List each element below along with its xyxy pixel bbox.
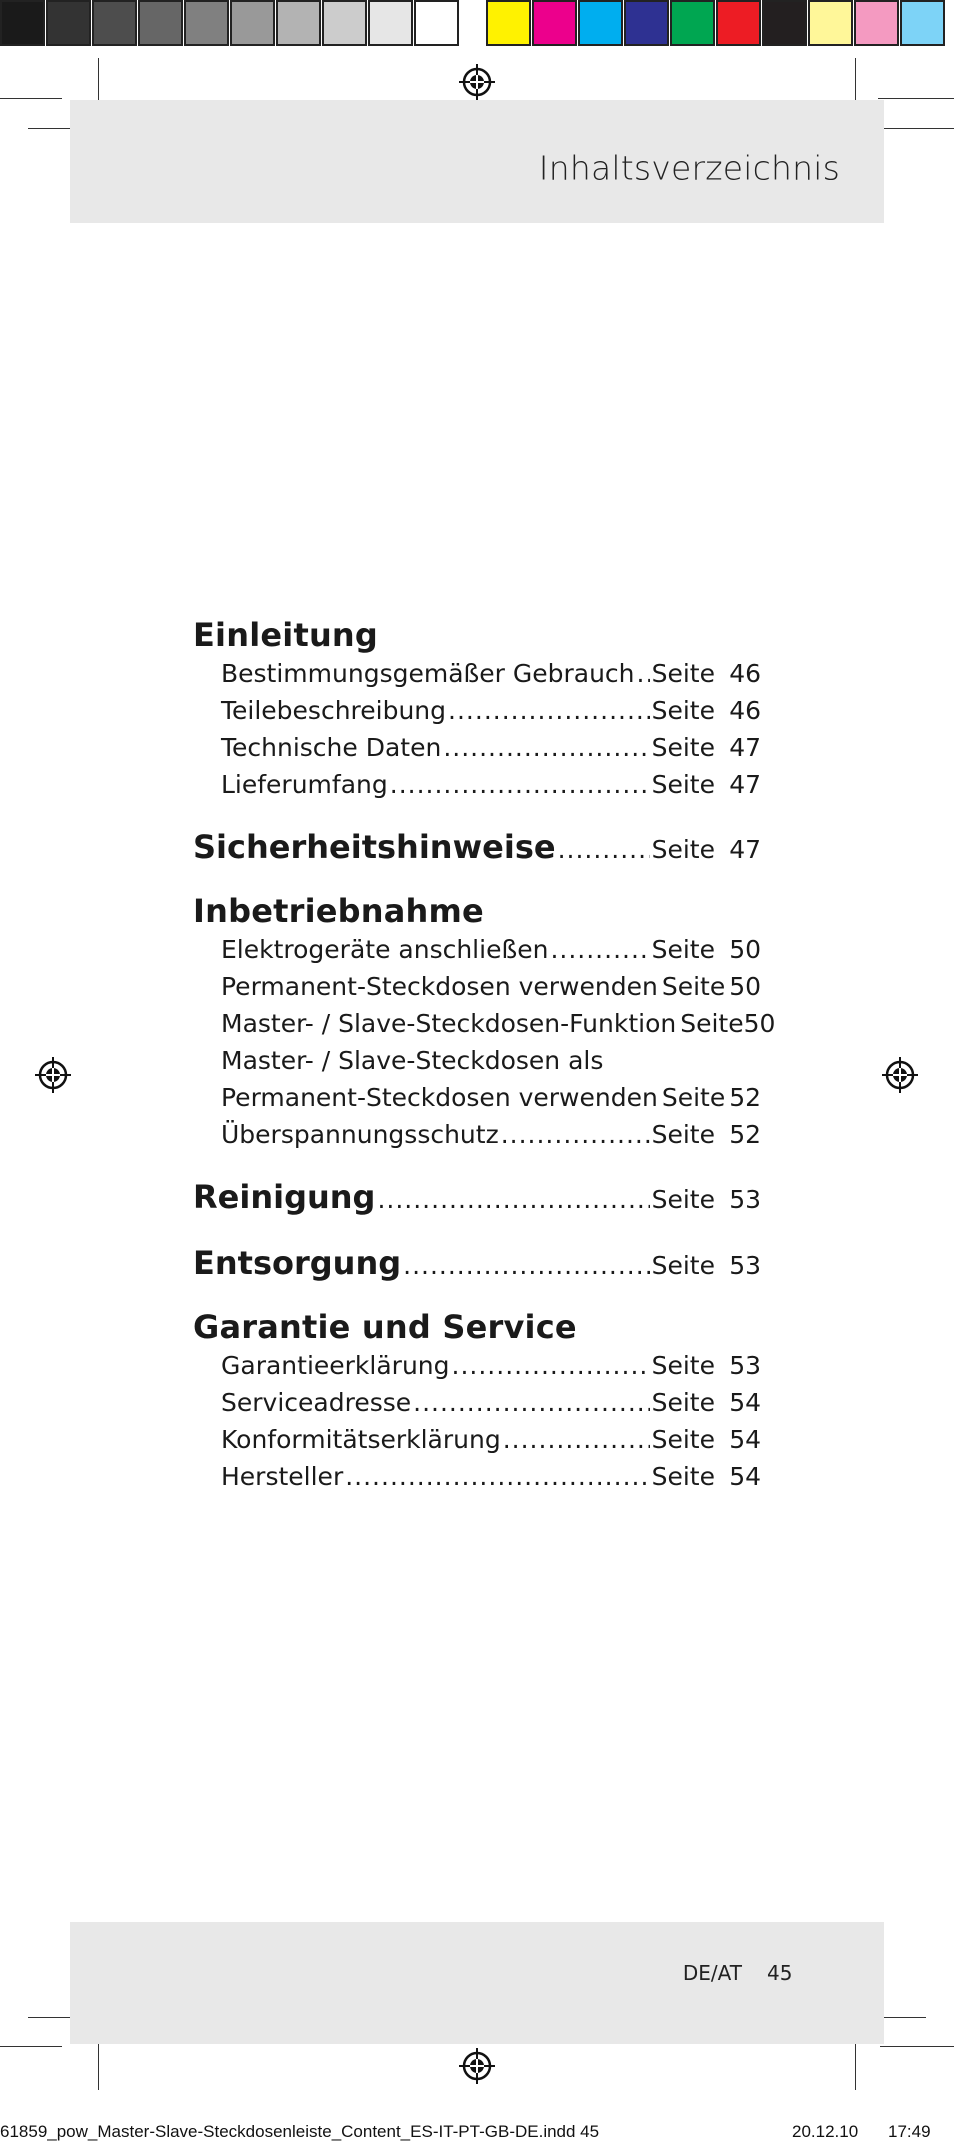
leader-dots xyxy=(501,1116,650,1153)
toc-heading: Entsorgung xyxy=(193,1244,402,1282)
gray-swatch xyxy=(276,0,321,46)
leader-dots xyxy=(637,655,650,692)
registration-mark-icon xyxy=(880,1055,920,1095)
toc-entry-label: Elektrogeräte anschließen xyxy=(221,935,549,964)
toc-section xyxy=(193,1307,761,1495)
toc-heading: Inbetriebnahme xyxy=(193,892,484,930)
color-swatch xyxy=(854,0,899,46)
crop-mark xyxy=(28,2017,76,2018)
toc-section xyxy=(193,891,776,1153)
toc-page-number: 46 xyxy=(729,659,761,688)
toc-entry-label: Bestimmungsgemäßer Gebrauch xyxy=(221,659,635,688)
gray-swatch xyxy=(230,0,275,46)
toc-seite-label: Seite xyxy=(651,935,715,964)
toc-seite-label: Seite xyxy=(661,972,726,1001)
toc-page-number: 54 xyxy=(729,1462,761,1491)
toc-seite-label: Seite xyxy=(651,1425,715,1454)
toc-heading-row xyxy=(193,1175,761,1219)
table-of-contents xyxy=(193,615,776,1517)
leader-dots xyxy=(452,1347,650,1384)
color-swatch xyxy=(900,0,945,46)
registration-mark-icon xyxy=(457,2046,497,2086)
grayscale-color-bar xyxy=(0,0,460,50)
toc-entry-label: Permanent-Steckdosen verwenden xyxy=(221,1083,658,1112)
gray-swatch xyxy=(138,0,183,46)
gray-swatch xyxy=(368,0,413,46)
leader-dots xyxy=(413,1384,649,1421)
leader-dots xyxy=(403,1244,649,1288)
toc-seite-label: Seite xyxy=(651,835,715,864)
leader-dots xyxy=(390,766,650,803)
toc-page-number: 46 xyxy=(729,696,761,725)
toc-entry-label: Teilebeschreibung xyxy=(221,696,447,725)
slug-date: 20.12.10 xyxy=(792,2122,859,2141)
crop-mark xyxy=(98,58,99,106)
crop-mark xyxy=(0,98,62,99)
toc-entry-label: Garantieerklärung xyxy=(221,1351,450,1380)
gray-swatch xyxy=(92,0,137,46)
toc-seite-label: Seite xyxy=(651,696,715,725)
crop-mark xyxy=(0,2046,62,2047)
gray-swatch xyxy=(322,0,367,46)
toc-seite-label: Seite xyxy=(651,1351,715,1380)
toc-seite-label: Seite xyxy=(651,1185,715,1214)
leader-dots xyxy=(550,931,649,968)
toc-heading-row xyxy=(193,1241,761,1285)
toc-heading: Reinigung xyxy=(193,1178,376,1216)
slug-filename: 61859_pow_Master-Slave-Steckdosenleiste_Content_ES-IT-PT-GB-DE.indd 45 xyxy=(0,2122,600,2141)
crop-mark xyxy=(28,128,70,129)
crop-mark xyxy=(855,2040,856,2090)
page-title: Inhaltsverzeichnis xyxy=(538,148,840,188)
toc-heading: Sicherheitshinweise xyxy=(193,828,556,866)
color-swatch xyxy=(578,0,623,46)
toc-seite-label: Seite xyxy=(661,1083,726,1112)
toc-entry xyxy=(193,968,761,1005)
leader-dots xyxy=(345,1458,649,1495)
toc-entry xyxy=(193,655,761,692)
toc-page-number: 50 xyxy=(743,1009,776,1038)
gray-swatch xyxy=(0,0,45,46)
gray-swatch xyxy=(184,0,229,46)
toc-heading: Garantie und Service xyxy=(193,1308,577,1346)
toc-page-number: 53 xyxy=(729,1351,761,1380)
gray-swatch xyxy=(414,0,459,46)
toc-entry xyxy=(193,766,761,803)
toc-entry-label: Serviceadresse xyxy=(221,1388,412,1417)
toc-seite-label: Seite xyxy=(651,1120,715,1149)
toc-page-number: 53 xyxy=(729,1251,761,1280)
toc-entry xyxy=(193,1347,761,1384)
crop-mark xyxy=(98,2040,99,2090)
footer-band xyxy=(70,1922,884,2044)
leader-dots xyxy=(443,729,649,766)
toc-page-number: 47 xyxy=(729,770,761,799)
toc-page-number: 47 xyxy=(729,835,761,864)
toc-entry xyxy=(193,1042,761,1079)
leader-dots xyxy=(558,828,650,872)
leader-dots xyxy=(448,692,650,729)
color-swatch xyxy=(670,0,715,46)
crop-mark xyxy=(880,128,954,129)
toc-page-number: 53 xyxy=(729,1185,761,1214)
toc-page-number: 52 xyxy=(729,1120,761,1149)
toc-entry-label: Überspannungsschutz xyxy=(221,1120,499,1149)
color-swatch xyxy=(808,0,853,46)
toc-page-number: 52 xyxy=(729,1083,761,1112)
toc-seite-label: Seite xyxy=(651,1388,715,1417)
toc-heading-row xyxy=(193,825,761,869)
gray-swatch xyxy=(46,0,91,46)
toc-entry xyxy=(193,1079,761,1116)
toc-entry-label: Master- / Slave-Steckdosen als xyxy=(221,1046,604,1075)
toc-entry xyxy=(193,1005,776,1042)
toc-entry xyxy=(193,692,761,729)
toc-entry-label: Hersteller xyxy=(221,1462,344,1491)
toc-entry xyxy=(193,1421,761,1458)
toc-seite-label: Seite xyxy=(651,1251,715,1280)
toc-entry-label: Lieferumfang xyxy=(221,770,388,799)
toc-heading: Einleitung xyxy=(193,616,379,654)
leader-dots xyxy=(503,1421,650,1458)
process-color-bar xyxy=(486,0,946,50)
color-swatch xyxy=(762,0,807,46)
toc-seite-label: Seite xyxy=(651,1462,715,1491)
color-swatch xyxy=(716,0,761,46)
toc-entry xyxy=(193,729,761,766)
toc-entry-label: Master- / Slave-Steckdosen-Funktion xyxy=(221,1009,677,1038)
crop-mark xyxy=(878,98,954,99)
toc-entry xyxy=(193,931,761,968)
toc-section xyxy=(193,615,761,803)
toc-entry-label: Permanent-Steckdosen verwenden xyxy=(221,972,658,1001)
toc-page-number: 47 xyxy=(729,733,761,762)
toc-entry-label: Technische Daten xyxy=(221,733,442,762)
toc-entry xyxy=(193,1116,761,1153)
toc-section xyxy=(193,1175,761,1219)
leader-dots xyxy=(377,1178,649,1222)
crop-mark xyxy=(880,2046,954,2047)
toc-seite-label: Seite xyxy=(651,659,715,688)
toc-entry xyxy=(193,1458,761,1495)
crop-mark xyxy=(878,2017,926,2018)
toc-page-number: 50 xyxy=(729,935,761,964)
toc-seite-label: Seite xyxy=(651,733,715,762)
footer-page-number: 45 xyxy=(767,1961,793,1985)
toc-entry-label: Konformitätserklärung xyxy=(221,1425,501,1454)
crop-mark xyxy=(855,58,856,106)
header-band xyxy=(70,100,884,223)
print-slug xyxy=(0,2117,954,2147)
registration-mark-icon xyxy=(457,62,497,102)
color-swatch xyxy=(486,0,531,46)
toc-seite-label: Seite xyxy=(651,770,715,799)
color-swatch xyxy=(624,0,669,46)
color-swatch xyxy=(532,0,577,46)
footer-locale: DE/AT xyxy=(682,1961,742,1985)
toc-entry xyxy=(193,1384,761,1421)
registration-mark-icon xyxy=(33,1055,73,1095)
toc-seite-label: Seite xyxy=(680,1009,744,1038)
toc-section xyxy=(193,1241,761,1285)
toc-page-number: 54 xyxy=(729,1425,761,1454)
slug-time: 17:49 xyxy=(888,2122,931,2141)
toc-section xyxy=(193,825,761,869)
toc-page-number: 54 xyxy=(729,1388,761,1417)
toc-page-number: 50 xyxy=(729,972,761,1001)
